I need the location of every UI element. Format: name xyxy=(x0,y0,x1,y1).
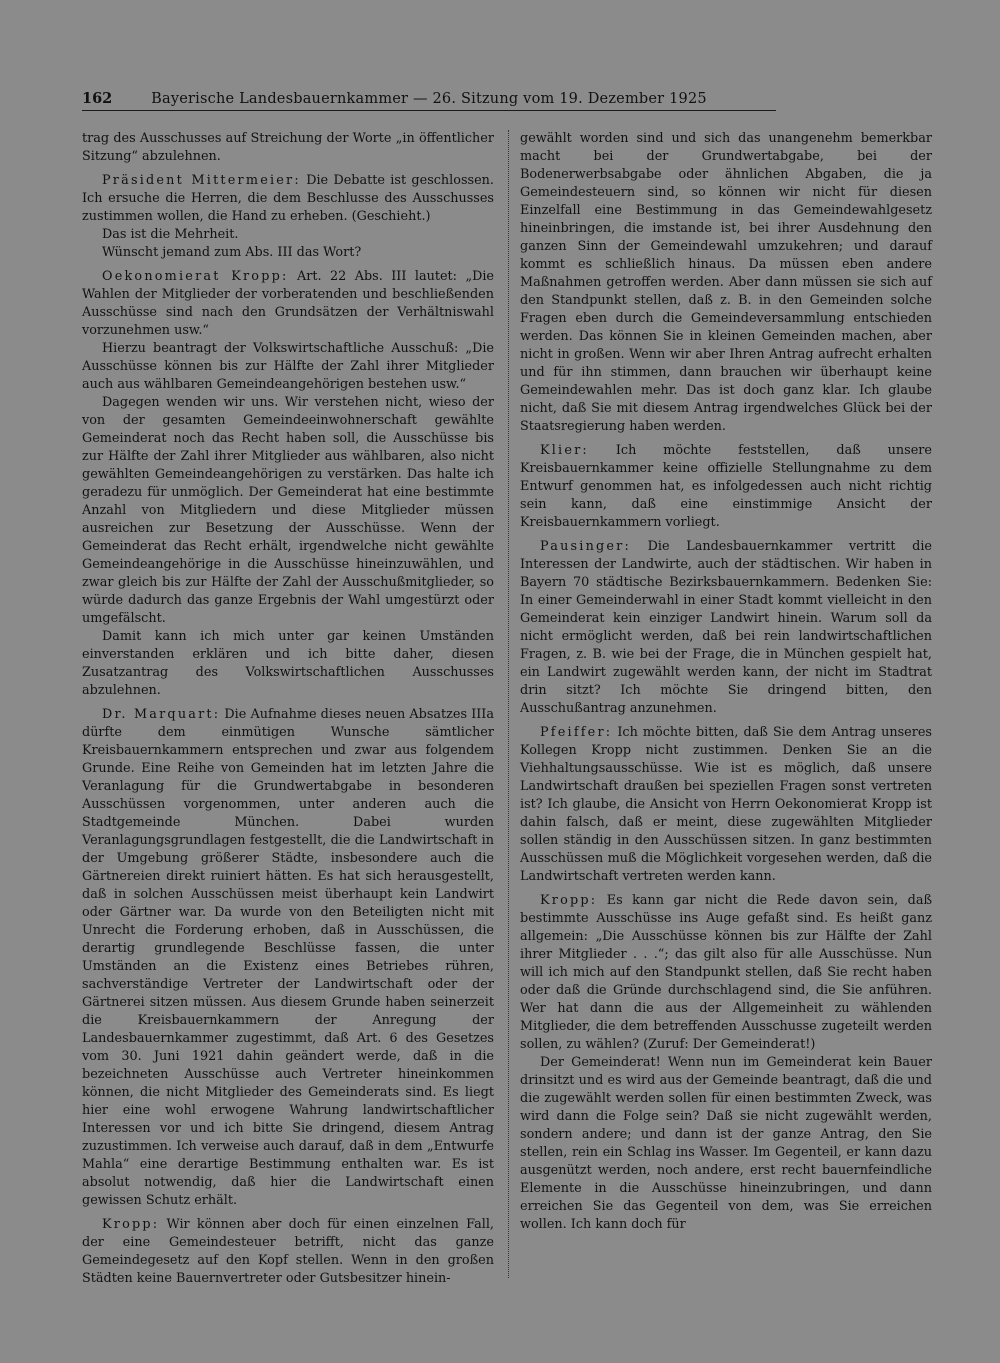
speaker-name: Dr. Marquart: xyxy=(102,707,221,722)
paragraph-text: Ich möchte bitten, daß Sie dem Antrag unseres Kollegen Kropp nicht zustimmen. Denken Sie an die Viehhaltungsausschüsse. Wie ist es möglich, daß unsere Landwirtschaft draußen bei speziellen Fragen sonst vertreten ist? Ich glaube, die Ansicht von Herrn Oekonomierat Kropp ist dahin falsch, daß er meint, diese zugewählten Mitglieder sollen ständig in den Ausschüssen sitzen. In ganz bestimmten Ausschüssen muß die Möglichkeit vorgesehen werden, daß die Landwirtschaft vertreten werden kann. xyxy=(520,725,932,884)
paragraph xyxy=(82,1216,494,1288)
page-number: 162 xyxy=(82,90,113,107)
paragraph xyxy=(520,442,932,532)
speaker-name: Kropp: xyxy=(102,1217,160,1232)
paragraph xyxy=(82,706,494,1210)
paragraph xyxy=(520,1054,932,1234)
paragraph xyxy=(82,268,494,340)
paragraph xyxy=(82,130,494,166)
paragraph-text: Der Gemeinderat! Wenn nun im Gemeinderat kein Bauer drinsitzt und es wird aus der Gemeinde beantragt, daß die und die zugewählt werden sollen für einen bestimmten Zweck, was wird dann die Folge sein? Daß sie nicht zugewählt werden, sondern andere; und dann ist der ganze Antrag, den Sie stellen, rein ein Schlag ins Wasser. Im Gegenteil, er kann dazu ausgenützt werden, noch andere, erst recht bauernfeindliche Elemente in die Ausschüsse hineinzubringen, und dann erreichen Sie das Gegenteil von dem, was Sie erreichen wollen. Ich kann doch für xyxy=(520,1055,932,1232)
paragraph xyxy=(520,130,932,436)
paragraph xyxy=(82,172,494,226)
paragraph-text: Die Landesbauernkammer vertritt die Interessen der Landwirte, auch der städtischen. Wir haben in Bayern 70 städtische Bezirksbauernkammern. Bedenken Sie: In einer Gemeinderwahl in einer Stadt kommt vielleicht in den Gemeinderat kein einziger Landwirt hinein. Warum soll da nicht ermöglicht werden, daß bei rein landwirtschaftlichen Fragen, z. B. wie bei der Frage, die in München gespielt hat, ein Landwirt zugewählt werden kann, der nicht im Stadtrat drin sitzt? Ich möchte Sie dringend bitten, den Ausschußantrag anzunehmen. xyxy=(520,539,932,716)
paragraph-text: Das ist die Mehrheit. xyxy=(102,227,239,242)
speaker-name: Pfeiffer: xyxy=(540,725,613,740)
paragraph-text: gewählt worden sind und sich das unangenehm bemerkbar macht bei der Grundwertabgabe, bei der Bodenerwerbsabgabe oder ähnlichen Abgaben, die ja Gemeindesteuern sind, so können wir nicht für diesen Einzelfall eine Bestimmung in das Gemeindewahlgesetz hineinbringen, die imstande ist, bei ihrer Ausdehnung den ganzen Sinn der Gemeindewahl umzukehren; und darauf kommt es schließlich hinaus. Da müssen eben andere Maßnahmen getroffen werden. Aber dann müssen sie sich auf den Standpunkt stellen, daß z. B. in den Gemeinden solche Fragen eben durch die Gemeindeversammlung entschieden werden. Das können Sie in kleinen Gemeinden machen, aber nicht in großen. Wenn wir aber Ihren Antrag aufrecht erhalten und für ihn stimmen, dann brauchen wir überhaupt keine Gemeindewahlen mehr. Das ist doch ganz klar. Ich glaube nicht, daß Sie mit diesem Antrag irgendwelches Glück bei der Staatsregierung haben werden. xyxy=(520,131,932,434)
paragraph-text: Die Aufnahme dieses neuen Absatzes IIIa dürfte dem einmütigen Wunsche sämtlicher Kreisbauernkammern entsprechen und zwar aus folgendem Grunde. Eine Reihe von Gemeinden hat im letzten Jahre die Veranlagung für die Grundwertabgabe in besonderen Ausschüssen vorgenommen, unter anderen auch die Stadtgemeinde München. Dabei wurden Veranlagungsgrundlagen festgestellt, die die Landwirtschaft in der Umgebung größerer Städte, insbesondere auch die Gärtnereien direkt ruiniert hätten. Es hat sich herausgestellt, daß in solchen Ausschüssen meist überhaupt kein Landwirt oder Gärtner war. Da wurde von den Beteiligten nicht mit Unrecht die Forderung erhoben, daß in Ausschüssen, die derartig grundlegende Beschlüsse fassen, die unter Umständen an die Existenz eines Betriebes rühren, sachverständige Vertreter der Landwirtschaft oder der Gärtnerei sitzen müssen. Aus diesem Grunde haben seinerzeit die Kreisbauernkammern der Anregung der Landesbauernkammer zugestimmt, daß Art. 6 des Gesetzes vom 30. Juni 1921 dahin geändert werde, daß in die bezeichneten Ausschüsse auch Vertreter hineinkommen können, die nicht Mitglieder des Gemeinderats sind. Es liegt hier eine wohl erwogene Wahrung landwirtschaftlicher Interessen vor und ich bitte Sie dringend, diesem Antrag zuzustimmen. Ich verweise auch darauf, daß in dem „Entwurfe Mahla“ eine derartige Bestimmung enthalten war. Es ist absolut notwendig, daß hier die Landwirtschaft einen gewissen Schutz erhält. xyxy=(82,707,494,1208)
paragraph-text: Die Debatte ist geschlossen. Ich ersuche die Herren, die dem Beschlusse des Ausschusses zustimmen wollen, die Hand zu erheben. (Geschieht.) xyxy=(82,173,494,224)
paragraph-text: trag des Ausschusses auf Streichung der Worte „in öffentlicher Sitzung“ abzulehnen. xyxy=(82,131,494,164)
paragraph xyxy=(82,226,494,244)
column-divider xyxy=(508,130,509,1278)
speaker-name: Präsident Mittermeier: xyxy=(102,173,301,188)
paragraph xyxy=(520,538,932,718)
paragraph-text: Dagegen wenden wir uns. Wir verstehen nicht, wieso der von der gesamten Gemeindeeinwohnerschaft gewählte Gemeinderat noch das Recht haben soll, die Ausschüsse bis zur Hälfte der Zahl ihrer Mitglieder aus wählbaren, also nicht gewählten Gemeindeangehörigen zu verstärken. Das halte ich geradezu für unmöglich. Der Gemeinderat hat eine bestimmte Anzahl von Mitgliedern und diese Mitglieder müssen ausreichen zur Besetzung der Ausschüsse. Wenn der Gemeinderat das Recht erhält, irgendwelche nicht gewählte Gemeindeangehörige in die Ausschüsse hineinzuwählen, und zwar gleich bis zur Hälfte der Zahl der Ausschußmitglieder, so würde dadurch das ganze Ergebnis der Wahl umgestürzt oder umgefälscht. xyxy=(82,395,494,626)
paragraph-text: Damit kann ich mich unter gar keinen Umständen einverstanden erklären und ich bitte daher, diesen Zusatzantrag des Volkswirtschaftlichen Ausschusses abzulehnen. xyxy=(82,629,494,698)
speaker-name: Kropp: xyxy=(540,893,598,908)
paragraph xyxy=(82,394,494,628)
paragraph-text: Wir können aber doch für einen einzelnen Fall, der eine Gemeindesteuer betrifft, nicht das ganze Gemeindegesetz auf den Kopf stellen. Wenn in den großen Städten keine Bauernvertreter oder Gutsbesitzer hinein- xyxy=(82,1217,494,1286)
paragraph-text: Hierzu beantragt der Volkswirtschaftliche Ausschuß: „Die Ausschüsse können bis zur Hälfte der Zahl ihrer Mitglieder auch aus wählbaren Gemeindeangehörigen bestehen usw.“ xyxy=(82,341,494,392)
speaker-name: Oekonomierat Kropp: xyxy=(102,269,289,284)
paragraph xyxy=(82,244,494,262)
running-title: Bayerische Landesbauernkammer — 26. Sitzung vom 19. Dezember 1925 xyxy=(151,91,707,107)
paragraph xyxy=(82,340,494,394)
right-text-column xyxy=(520,130,932,1240)
paragraph xyxy=(82,628,494,700)
left-text-column xyxy=(82,130,494,1294)
paragraph xyxy=(520,724,932,886)
paragraph-text: Ich möchte feststellen, daß unsere Kreisbauernkammer keine offizielle Stellungnahme zu dem Entwurf genommen hat, es infolgedessen auch nicht richtig sein kann, daß eine einstimmige Ansicht der Kreisbauernkammern vorliegt. xyxy=(520,443,932,530)
speaker-name: Klier: xyxy=(540,443,589,458)
paragraph-text: Es kann gar nicht die Rede davon sein, daß bestimmte Ausschüsse ins Auge gefaßt sind. Es heißt ganz allgemein: „Die Ausschüsse können bis zur Hälfte der Zahl ihrer Mitglieder . . .“; das gilt also für alle Ausschüsse. Nun will ich mich auf den Standpunkt stellen, daß Sie recht haben oder daß die Gründe durchschlagend sind, die Sie anführen. Wer hat dann die aus der Allgemeinheit zu wählenden Mitglieder, die dem betreffenden Ausschusse zugeteilt werden sollen, zu wählen? (Zuruf: Der Gemeinderat!) xyxy=(520,893,932,1052)
paragraph xyxy=(520,892,932,1054)
page-header xyxy=(82,88,776,111)
paragraph-text: Art. 22 Abs. III lautet: „Die Wahlen der Mitglieder der vorberatenden und beschließenden Ausschüsse sind nach den Grundsätzen der Verhältniswahl vorzunehmen usw.“ xyxy=(82,269,494,338)
paragraph-text: Wünscht jemand zum Abs. III das Wort? xyxy=(102,245,362,260)
speaker-name: Pausinger: xyxy=(540,539,632,554)
